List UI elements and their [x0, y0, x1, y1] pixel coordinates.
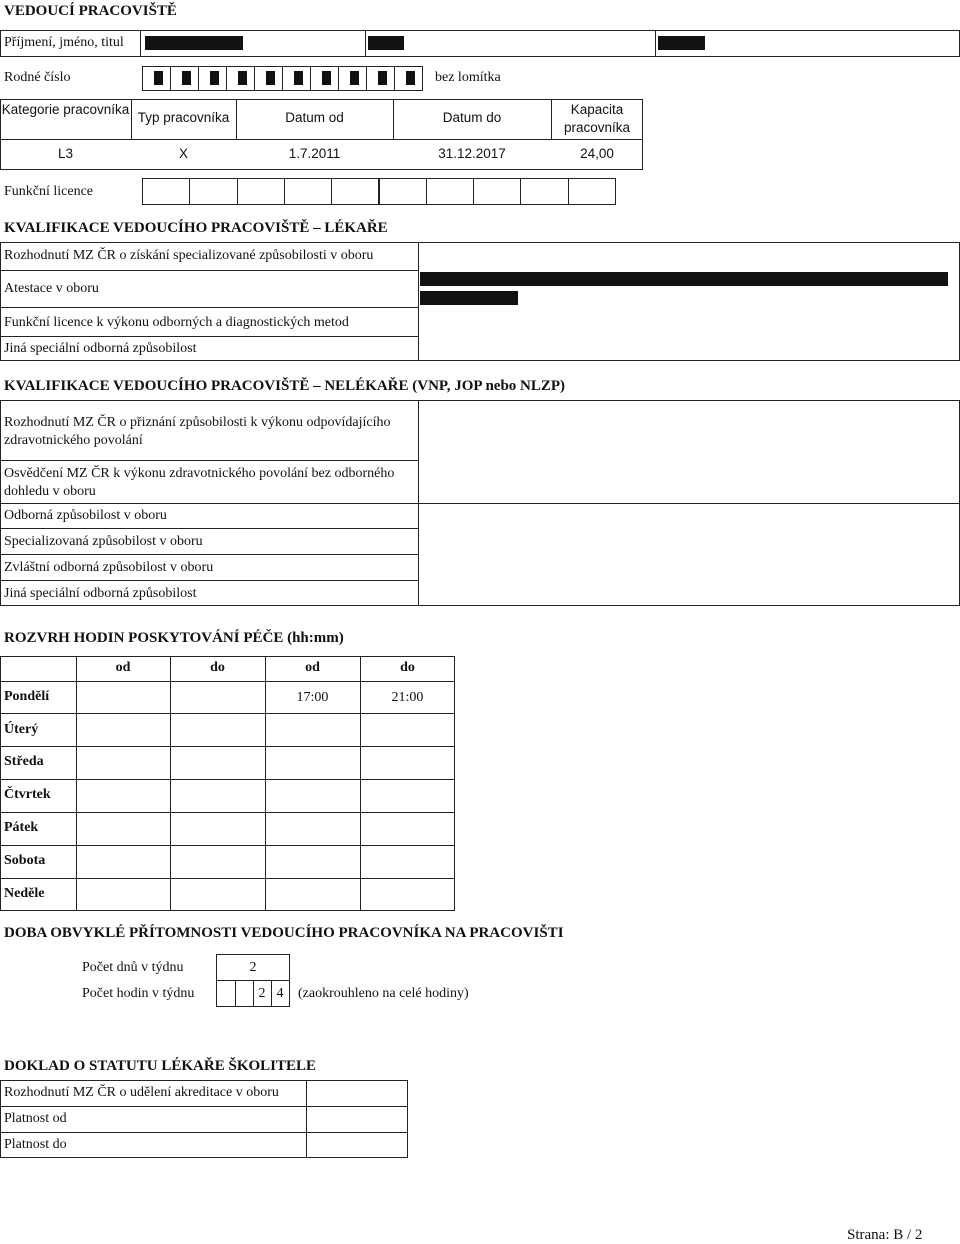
schedule-header-from-2: od	[305, 660, 320, 675]
redacted-birth-digit	[154, 71, 163, 85]
worker-cell-date-to: 31.12.2017	[438, 146, 506, 161]
worker-header-category: Kategorie pracovníka	[1, 102, 130, 117]
redacted-birth-digit	[322, 71, 331, 85]
nondoctor-row-other: Jiná speciální odborná způsobilost	[4, 586, 197, 601]
nondoctor-row-certificate: Osvědčení MZ ČR k výkonu zdravotnického povolání bez odborného dohledu v oboru	[4, 466, 395, 499]
nondoctor-row-decision: Rozhodnutí MZ ČR o přiznání způsobilosti k výkonu odpovídajícího zdravotnického povolání	[4, 415, 391, 448]
day-saturday: Sobota	[4, 853, 46, 868]
birth-note: bez lomítka	[435, 70, 501, 85]
day-wednesday: Středa	[4, 754, 44, 769]
doctor-row-func-license: Funkční licence k výkonu odborných a diagnostických metod	[4, 315, 349, 330]
section-title-nondoctor: KVALIFIKACE VEDOUCÍHO PRACOVIŠTĚ – NELÉKAŘE (VNP, JOP nebo NLZP)	[4, 378, 566, 394]
doctor-row-decision: Rozhodnutí MZ ČR o získání specializované způsobilosti v oboru	[4, 248, 374, 263]
redacted-birth-digit	[182, 71, 191, 85]
section-title-presence: DOBA OBVYKLÉ PŘÍTOMNOSTI VEDOUCÍHO PRACOVNÍKA NA PRACOVIŠTI	[4, 925, 564, 941]
func-license-box[interactable]	[473, 178, 521, 205]
schedule-header-from-1: od	[115, 660, 131, 675]
day-monday: Pondělí	[4, 689, 50, 704]
name-row-box	[0, 30, 960, 57]
redacted-firstname	[368, 36, 404, 50]
redacted-title	[658, 36, 705, 50]
worker-cell-category: L3	[57, 146, 74, 161]
redacted-birth-digit	[210, 71, 219, 85]
func-license-box[interactable]	[284, 178, 332, 205]
worker-cell-date-from: 1.7.2011	[288, 146, 341, 161]
func-license-box[interactable]	[237, 178, 285, 205]
presence-hours-label: Počet hodin v týdnu	[82, 986, 195, 1001]
trainer-row-decision: Rozhodnutí MZ ČR o udělení akreditace v oboru	[4, 1085, 279, 1100]
func-license-box[interactable]	[142, 178, 190, 205]
schedule-cell-monday-to-2: 21:00	[391, 690, 424, 705]
birth-label: Rodné číslo	[4, 70, 71, 85]
schedule-header-to-1: do	[210, 660, 225, 675]
page-number: Strana: B / 2	[847, 1227, 923, 1243]
section-title-doctor: KVALIFIKACE VEDOUCÍHO PRACOVIŠTĚ – LÉKAŘE	[4, 220, 388, 236]
presence-days-label: Počet dnů v týdnu	[82, 960, 184, 975]
func-license-box[interactable]	[568, 178, 616, 205]
nondoctor-row-specialized: Specializovaná způsobilost v oboru	[4, 534, 203, 549]
redacted-attestation-2	[420, 291, 518, 305]
func-license-label: Funkční licence	[4, 184, 94, 199]
day-sunday: Neděle	[4, 886, 45, 901]
nondoctor-row-professional: Odborná způsobilost v oboru	[4, 508, 167, 523]
func-license-box[interactable]	[189, 178, 237, 205]
presence-hours-note: (zaokrouhleno na celé hodiny)	[298, 986, 469, 1001]
section-title-schedule: ROZVRH HODIN POSKYTOVÁNÍ PÉČE (hh:mm)	[4, 630, 344, 646]
name-label: Příjmení, jméno, titul	[4, 35, 124, 50]
worker-header-type: Typ pracovníka	[137, 110, 230, 125]
doctor-row-attestation: Atestace v oboru	[4, 281, 99, 296]
worker-cell-type: X	[178, 146, 188, 161]
presence-hours-digit-4: 4	[276, 986, 284, 1001]
section-title-trainer: DOKLAD O STATUTU LÉKAŘE ŠKOLITELE	[4, 1058, 317, 1074]
schedule-header-to-2: do	[400, 660, 415, 675]
redacted-birth-digit	[238, 71, 247, 85]
func-license-box[interactable]	[426, 178, 474, 205]
worker-header-capacity: Kapacita pracovníka	[563, 102, 631, 135]
worker-header-date-from: Datum od	[285, 110, 344, 125]
presence-days-value: 2	[249, 960, 257, 975]
redacted-birth-digit	[294, 71, 303, 85]
redacted-birth-digit	[350, 71, 359, 85]
section-title-vedouci: VEDOUCÍ PRACOVIŠTĚ	[4, 3, 177, 19]
trainer-row-valid-to: Platnost do	[4, 1137, 67, 1152]
worker-cell-capacity: 24,00	[580, 146, 614, 161]
func-license-box[interactable]	[379, 178, 427, 205]
redacted-birth-digit	[378, 71, 387, 85]
func-license-box[interactable]	[520, 178, 568, 205]
redacted-birth-digit	[266, 71, 275, 85]
redacted-birth-digit	[406, 71, 415, 85]
day-friday: Pátek	[4, 820, 39, 835]
day-thursday: Čtvrtek	[4, 787, 51, 802]
presence-hours-digit-3: 2	[258, 986, 266, 1001]
trainer-row-valid-from: Platnost od	[4, 1111, 67, 1126]
nondoctor-row-special: Zvláštní odborná způsobilost v oboru	[4, 560, 214, 575]
redacted-surname	[145, 36, 243, 50]
doctor-row-other: Jiná speciální odborná způsobilost	[4, 341, 197, 356]
schedule-cell-monday-from-2: 17:00	[296, 690, 329, 705]
worker-header-date-to: Datum do	[442, 110, 502, 125]
day-tuesday: Úterý	[4, 722, 39, 737]
func-license-box[interactable]	[331, 178, 379, 205]
redacted-attestation-1	[420, 272, 948, 286]
